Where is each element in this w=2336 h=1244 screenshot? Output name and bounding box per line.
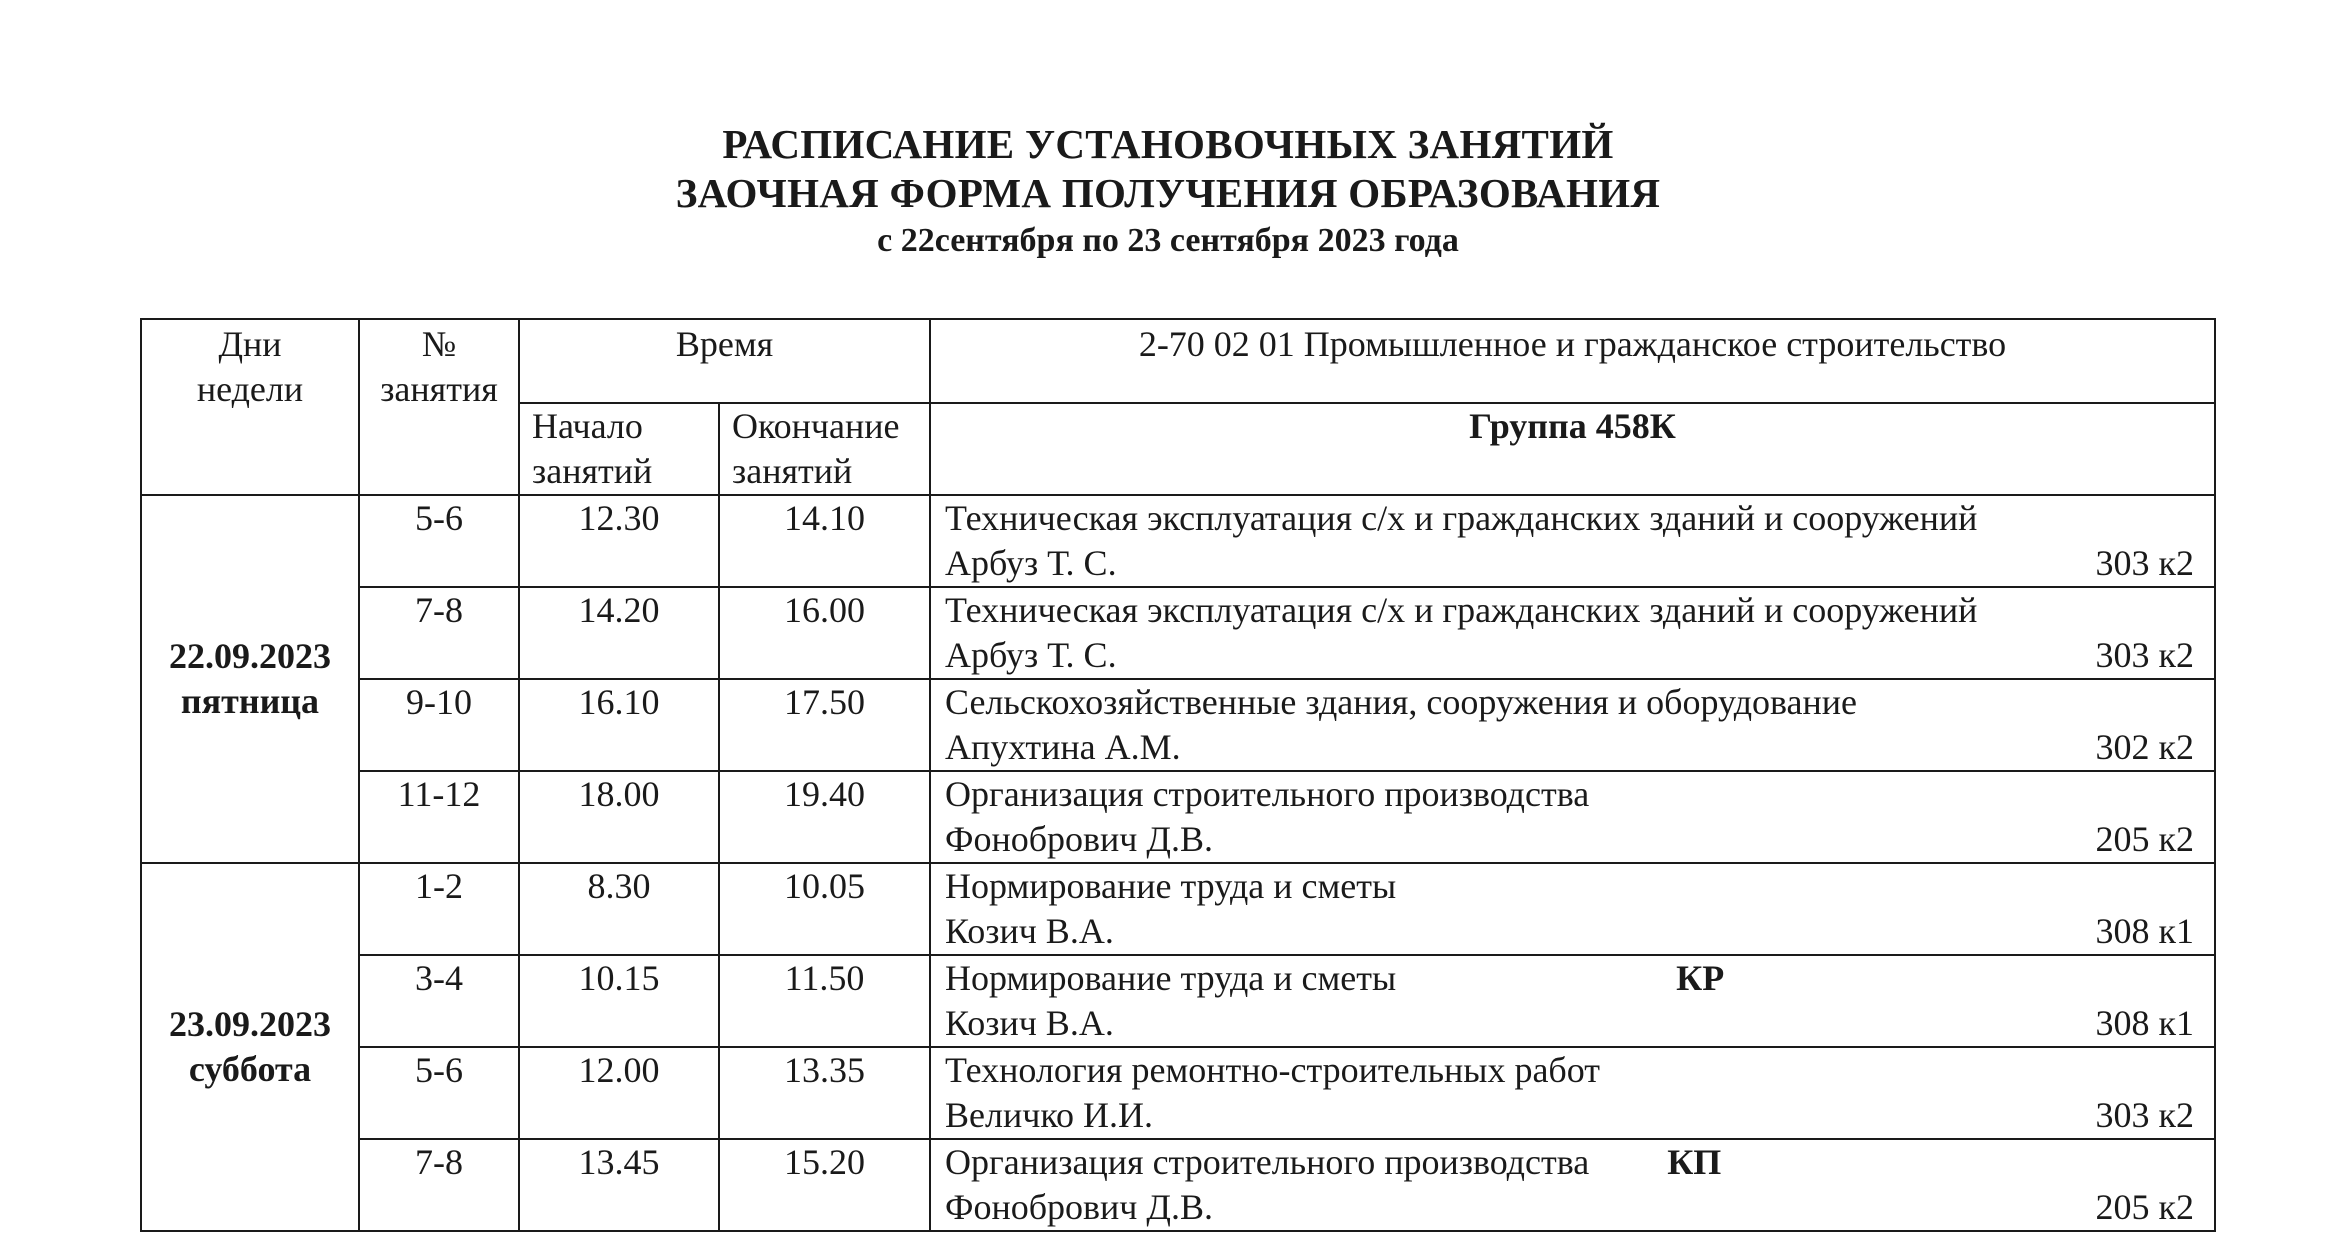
teacher-room-line	[945, 633, 2194, 678]
teacher-name: Арбуз Т. С.	[945, 543, 1117, 583]
subject-name: Организация строительного производства	[945, 1142, 1590, 1182]
day-cell	[141, 495, 359, 863]
lesson-start-time: 12.00	[519, 1047, 719, 1139]
subject-line	[945, 1140, 2194, 1185]
subject-name: Технология ремонтно-строительных работ	[945, 1050, 1600, 1090]
subject-name: Нормирование труда и сметы	[945, 958, 1397, 998]
lesson-start-time: 8.30	[519, 863, 719, 955]
lesson-details	[930, 495, 2215, 587]
teacher-room-line	[945, 725, 2194, 770]
document-header	[0, 120, 2336, 263]
lesson-details	[930, 679, 2215, 771]
lesson-details	[930, 1047, 2215, 1139]
teacher-name: Фонобрович Д.В.	[945, 819, 1213, 859]
lesson-number: 7-8	[359, 587, 519, 679]
subject-line	[945, 1048, 2194, 1093]
header-group: Группа 458К	[930, 403, 2215, 495]
teacher-name: Фонобрович Д.В.	[945, 1187, 1213, 1227]
header-num-line2: занятия	[380, 369, 498, 409]
subject-line	[945, 864, 2194, 909]
header-start	[519, 403, 719, 495]
header-row-1	[141, 319, 2215, 403]
work-type-tag: КП	[1667, 1142, 1722, 1182]
room-number: 303 к2	[2095, 1095, 2194, 1135]
subject-line	[945, 956, 2194, 1001]
lesson-details	[930, 771, 2215, 863]
lesson-row	[141, 1047, 2215, 1139]
room-number: 302 к2	[2095, 727, 2194, 767]
day-weekday: суббота	[188, 1049, 312, 1089]
lesson-details	[930, 587, 2215, 679]
header-end-line2: занятий	[732, 451, 853, 491]
lesson-start-time: 14.20	[519, 587, 719, 679]
subject-line	[945, 772, 2194, 817]
header-time: Время	[519, 319, 930, 403]
teacher-room-line	[945, 817, 2194, 862]
day-date: 23.09.2023	[169, 1004, 331, 1044]
lesson-row	[141, 955, 2215, 1047]
header-start-line1: Начало	[532, 406, 643, 446]
lesson-row	[141, 771, 2215, 863]
lesson-start-time: 18.00	[519, 771, 719, 863]
subject-line	[945, 588, 2194, 633]
date-range: с 22сентября по 23 сентября 2023 года	[877, 222, 1459, 259]
subject-name: Нормирование труда и сметы	[945, 866, 1397, 906]
header-specialty: 2-70 02 01 Промышленное и гражданское строительство	[930, 319, 2215, 403]
header-lesson-number	[359, 319, 519, 495]
lesson-row	[141, 587, 2215, 679]
teacher-name: Козич В.А.	[945, 911, 1114, 951]
lesson-details	[930, 863, 2215, 955]
header-end-line1: Окончание	[732, 406, 900, 446]
lesson-number: 11-12	[359, 771, 519, 863]
teacher-room-line	[945, 1185, 2194, 1230]
room-number: 205 к2	[2095, 819, 2194, 859]
lesson-number: 1-2	[359, 863, 519, 955]
lesson-number: 5-6	[359, 495, 519, 587]
subject-name: Организация строительного производства	[945, 774, 1590, 814]
day-cell	[141, 863, 359, 1231]
lesson-end-time: 14.10	[719, 495, 930, 587]
header-days-line1: Дни	[218, 324, 282, 364]
teacher-name: Козич В.А.	[945, 1003, 1114, 1043]
lesson-number: 7-8	[359, 1139, 519, 1231]
lesson-start-time: 10.15	[519, 955, 719, 1047]
header-days-line2: недели	[196, 369, 304, 409]
lesson-end-time: 13.35	[719, 1047, 930, 1139]
subject-name: Техническая эксплуатация с/х и гражданских зданий и сооружений	[945, 498, 1978, 538]
lesson-end-time: 10.05	[719, 863, 930, 955]
lesson-end-time: 11.50	[719, 955, 930, 1047]
title-line-1: РАСПИСАНИЕ УСТАНОВОЧНЫХ ЗАНЯТИЙ	[722, 121, 1614, 167]
teacher-room-line	[945, 541, 2194, 586]
room-number: 303 к2	[2095, 543, 2194, 583]
lesson-end-time: 17.50	[719, 679, 930, 771]
teacher-room-line	[945, 1093, 2194, 1138]
lesson-number: 3-4	[359, 955, 519, 1047]
teacher-room-line	[945, 909, 2194, 954]
title-line-2: ЗАОЧНАЯ ФОРМА ПОЛУЧЕНИЯ ОБРАЗОВАНИЯ	[675, 170, 1661, 216]
schedule-table	[140, 318, 2216, 1232]
day-date: 22.09.2023	[169, 636, 331, 676]
lesson-start-time: 13.45	[519, 1139, 719, 1231]
lesson-number: 9-10	[359, 679, 519, 771]
subject-line	[945, 496, 2194, 541]
room-number: 308 к1	[2095, 1003, 2194, 1043]
header-num-line1: №	[421, 324, 457, 364]
lesson-end-time: 15.20	[719, 1139, 930, 1231]
work-type-tag: КР	[1676, 958, 1725, 998]
lesson-row	[141, 495, 2215, 587]
lesson-number: 5-6	[359, 1047, 519, 1139]
room-number: 205 к2	[2095, 1187, 2194, 1227]
lesson-details	[930, 1139, 2215, 1231]
subject-name: Сельскохозяйственные здания, сооружения и оборудование	[945, 682, 1858, 722]
lesson-start-time: 12.30	[519, 495, 719, 587]
lesson-end-time: 19.40	[719, 771, 930, 863]
lesson-start-time: 16.10	[519, 679, 719, 771]
teacher-name: Величко И.И.	[945, 1095, 1153, 1135]
lesson-details	[930, 955, 2215, 1047]
room-number: 308 к1	[2095, 911, 2194, 951]
teacher-name: Арбуз Т. С.	[945, 635, 1117, 675]
teacher-room-line	[945, 1001, 2194, 1046]
header-end	[719, 403, 930, 495]
subject-name: Техническая эксплуатация с/х и гражданских зданий и сооружений	[945, 590, 1978, 630]
lesson-end-time: 16.00	[719, 587, 930, 679]
header-days	[141, 319, 359, 495]
lesson-row	[141, 679, 2215, 771]
teacher-name: Апухтина А.М.	[945, 727, 1181, 767]
lesson-row	[141, 863, 2215, 955]
room-number: 303 к2	[2095, 635, 2194, 675]
header-start-line2: занятий	[532, 451, 653, 491]
subject-line	[945, 680, 2194, 725]
lesson-row	[141, 1139, 2215, 1231]
day-weekday: пятница	[180, 681, 320, 721]
